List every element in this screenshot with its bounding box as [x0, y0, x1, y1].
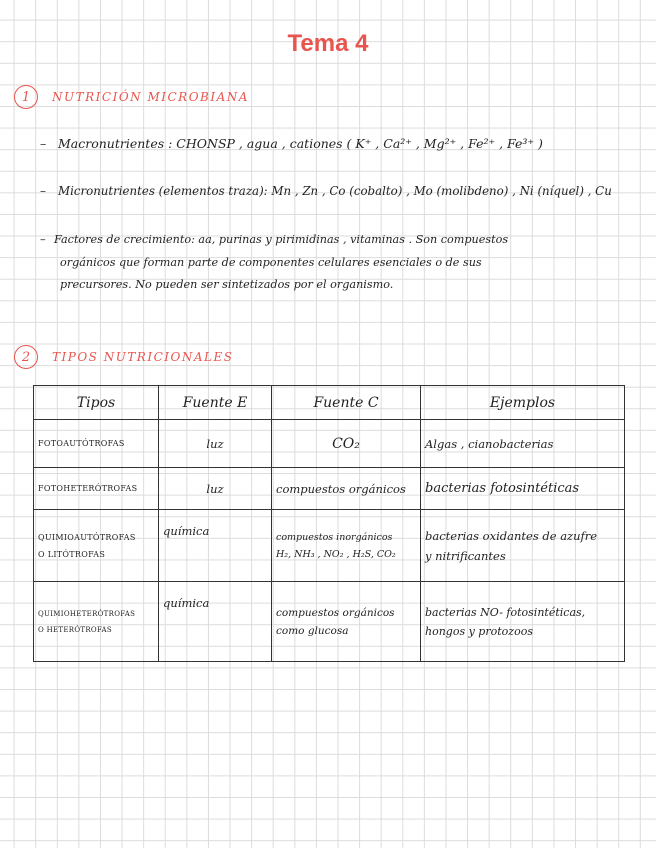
- dash-marker: –: [40, 233, 46, 246]
- cell-tipo: FOTOAUTÓTROFAS: [34, 420, 159, 468]
- cell-fuente-e: luz: [159, 420, 272, 468]
- header-fuente-e: Fuente E: [159, 386, 272, 420]
- section-number-badge: 1: [14, 85, 38, 109]
- table-header-row: [34, 386, 625, 420]
- section-1-heading: [14, 85, 249, 109]
- table-row: [34, 468, 625, 510]
- cell-fuente-c: compuestos orgánicos: [272, 468, 421, 510]
- cell-fuente-e: química: [159, 510, 272, 582]
- nutritional-types-table: [33, 385, 625, 662]
- cell-ejemplos: bacterias oxidantes de azufre y nitrificantes: [421, 510, 625, 582]
- cell-fuente-c: CO₂: [272, 420, 421, 468]
- bullet-macronutrientes: – Macronutrientes : CHONSP , agua , cationes ( K⁺ , Ca²⁺ , Mg²⁺ , Fe²⁺ , Fe³⁺ ): [40, 136, 543, 151]
- dash-marker: –: [40, 136, 47, 151]
- cell-tipo: QUIMIOAUTÓTROFAS O LITÓTROFAS: [34, 510, 159, 582]
- paragraph-factores: [40, 229, 640, 297]
- header-ejemplos: Ejemplos: [421, 386, 625, 420]
- table-row: [34, 510, 625, 582]
- section-2-heading: [14, 345, 233, 369]
- cell-fuente-c: compuestos inorgánicos H₂, NH₃ , NO₂ , H₂S, CO₂: [272, 510, 421, 582]
- paragraph-line: orgánicos que forman parte de componentes celulares esenciales o de sus: [60, 255, 482, 269]
- table-row: [34, 420, 625, 468]
- cell-ejemplos: Algas , cianobacterias: [421, 420, 625, 468]
- paragraph-line: precursores. No pueden ser sintetizados por el organismo.: [60, 278, 394, 291]
- cell-tipo: QUIMIOHETERÓTROFAS O HETERÓTROFAS: [34, 582, 159, 662]
- section-title: NUTRICIÓN MICROBIANA: [52, 90, 249, 104]
- cell-fuente-e: química: [159, 582, 272, 662]
- paragraph-line: Factores de crecimiento: aa, purinas y pirimidinas , vitaminas . Son compuestos: [54, 233, 509, 246]
- dash-marker: –: [40, 184, 46, 198]
- page-title: Tema 4: [287, 30, 369, 57]
- header-fuente-c: Fuente C: [272, 386, 421, 420]
- cell-fuente-c: compuestos orgánicos como glucosa: [272, 582, 421, 662]
- cell-fuente-e: luz: [159, 468, 272, 510]
- cell-ejemplos: bacterias NO- fotosintéticas, hongos y protozoos: [421, 582, 625, 662]
- header-tipos: Tipos: [34, 386, 159, 420]
- table-row: [34, 582, 625, 662]
- bullet-micronutrientes: – Micronutrientes (elementos traza): Mn , Zn , Co (cobalto) , Mo (molibdeno) , Ni (níquel) , Cu: [40, 184, 612, 198]
- section-number-badge: 2: [14, 345, 38, 369]
- cell-tipo: FOTOHETERÓTROFAS: [34, 468, 159, 510]
- section-title: TIPOS NUTRICIONALES: [52, 350, 234, 364]
- cell-ejemplos: bacterias fotosintéticas: [421, 468, 625, 510]
